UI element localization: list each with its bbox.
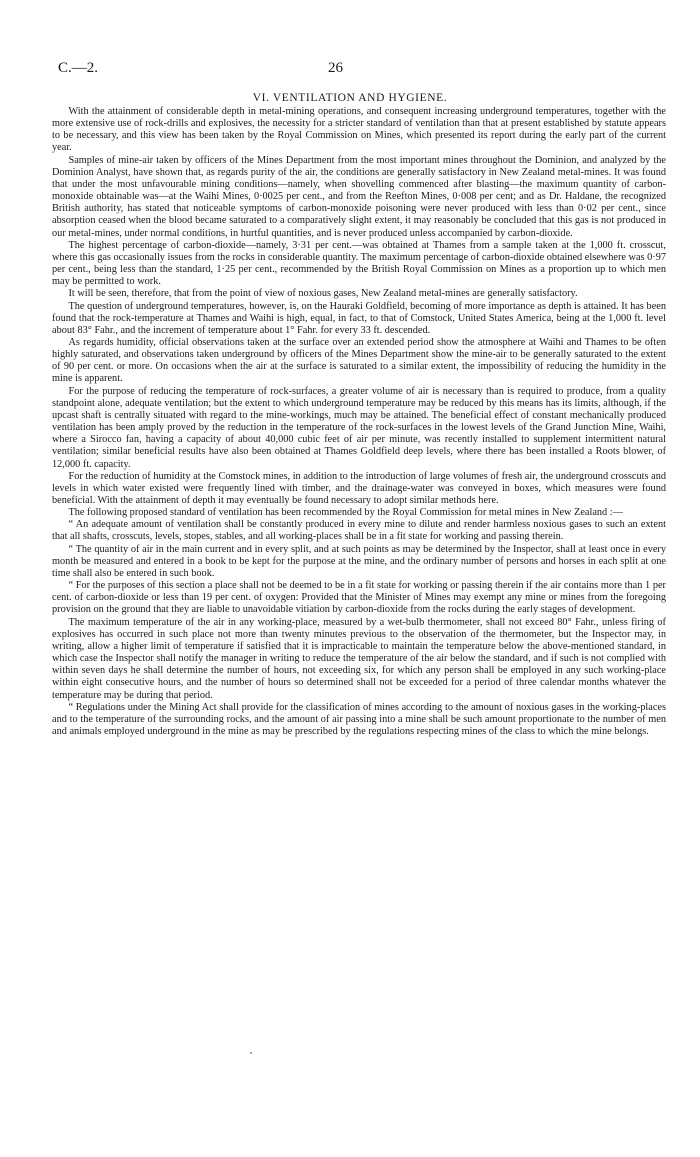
- page-header: [58, 60, 666, 78]
- page-number: 26: [328, 60, 343, 76]
- quoted-paragraph: “ The quantity of air in the main current and in every split, and at such points as may be determined by the Inspector, shall at least once in every month be measured and entered in a book to be kept for the purpose at the mine, and the ordinary number of persons and horses in each split at one time shall also be entered in such book.: [52, 543, 666, 579]
- paragraph: The following proposed standard of ventilation has been recommended by the Royal Commission for metal mines in New Zealand :—: [68, 507, 623, 519]
- scan-speck: [250, 1052, 252, 1054]
- document-code: C.—2.: [58, 60, 99, 76]
- paragraph: The highest percentage of carbon-dioxide—namely, 3·31 per cent.—was obtained at Thames from a sample taken at the 1,000 ft. crosscut, where this gas occasionally issues from the rocks in considerable quantity. The maximum percentage of carbon-dioxide obtained elsewhere was 0·97 per cent., being less than the standard, 1·25 per cent., recommended by the British Royal Commission on Mines as a proportion up to which men may be permitted to work.: [52, 239, 666, 288]
- paragraph: With the attainment of considerable depth in metal-mining operations, and consequent increasing underground temperatures, together with the more extensive use of rock-drills and explosives, the necessity for a stricter standard of ventilation than that at present established by statute appears to be necessary, and this view has been taken by the Royal Commission on Mines, which presented its report during the early part of the current year.: [52, 106, 666, 154]
- paragraph: As regards humidity, official observations taken at the surface over an extended period show the atmosphere at Waihi and Thames to be often highly saturated, and observations taken underground by officers of the Mines Department show the mine-air to be generally saturated to the extent of 90 per cent. or more. On occasions when the air at the surface is saturated to a similar extent, the impossibility of reducing the humidity in the mine is apparent.: [52, 336, 666, 385]
- paragraph: It will be seen, therefore, that from the point of view of noxious gases, New Zealand metal-mines are generally satisfactory.: [68, 288, 578, 300]
- paragraph: The question of underground temperatures, however, is, on the Hauraki Goldfield, becoming of more importance as depth is attained. It has been found that the rock-temperature at Thames and Waihi is high, equal, in fact, to that of Comstock, United States America, being at the 1,000 ft. level about 83° Fahr., and the increment of temperature about 1° Fahr. for every 33 ft. descended.: [52, 300, 666, 336]
- paragraph: Samples of mine-air taken by officers of the Mines Department from the most important mines throughout the Dominion, and analyzed by the Dominion Analyst, have shown that, as regards purity of the air, the conditions are generally satisfactory in New Zealand metal-mines. It was found that under the most unfavourable mining conditions—namely, when shovelling commenced after blasting—the maximum quantity of carbon-monoxide obtainable was—at the Waihi Mines, 0·0025 per cent., and from the Reefton Mines, 0·008 per cent; and as Dr. Haldane, the recognized British authority, has stated that noticeable symptoms of carbon-monoxide poisoning were never produced with less than 0·02 per cent., since absorption ceased when the blood became saturated to a comparatively slight extent, it may reasonably be concluded that this gas is not produced in our metal-mines, under normal conditions, in hurtful quantities, and is never produced unless accompanied by carbon-dioxide.: [52, 154, 666, 239]
- quoted-paragraph: “ For the purposes of this section a place shall not be deemed to be in a fit state for working or passing therein if the air contains more than 1 per cent. of carbon-dioxide or less than 19 per cent. of oxygen: Provided that the Minister of Mines may exempt any mine or mines from the foregoing provision on the ground that they are liable to unavoidable vitiation by carbon-dioxide from the rocks during the early stages of development.: [52, 580, 666, 616]
- paragraph: For the reduction of humidity at the Comstock mines, in addition to the introduction of large volumes of fresh air, the underground crosscuts and levels in which water existed were frequently lined with timber, and the drainage-water was conveyed in boxes, which measures were found beneficial. With the attainment of depth it may eventually be found necessary to adopt similar methods here.: [52, 470, 666, 506]
- paragraph: For the purpose of reducing the temperature of rock-surfaces, a greater volume of air is necessary than is required to produce, from a quality standpoint alone, adequate ventilation; but the extent to which underground temperature may be reduced by this means has its limits, although, if the upcast shaft is centrally situated with regard to the mine-workings, much may be attained. The beneficial effect of constant mechanically produced ventilation has been amply proved by the reduction in the temperature of the rock-surfaces in the lowest levels of the Grand Junction Mine, Waihi, where a Sirocco fan, having a capacity of about 40,000 cubic feet of air per minute, was recently installed to supplement intermittent natural ventilation; similar beneficial results have also been obtained at Thames Goldfield deep levels, where there has been installed a Roots blower, of 12,000 ft. capacity.: [52, 385, 666, 470]
- body-text: [52, 106, 666, 738]
- paragraph: The maximum temperature of the air in any working-place, measured by a wet-bulb thermometer, shall not exceed 80° Fahr., unless firing of explosives has occurred in such place not more than twenty minutes previous to the observation of the thermometer, but the Inspector may, in writing, allow a higher limit of temperature if satisfied that it is impracticable to maintain the temperature below the above-mentioned standard, in which case the Inspector shall notify the manager in writing to reduce the temperature of the air below the standard, and if such is not complied with within seven days he shall determine the number of hours, not exceeding six, for which any person shall be employed in any such working-place within eight consecutive hours, and the number of hours so determined shall not be exceeded for a period of three calendar months whatever the temperature may be during that period.: [52, 616, 666, 701]
- section-heading: VI. VENTILATION AND HYGIENE.: [252, 92, 448, 104]
- quoted-paragraph: “ Regulations under the Mining Act shall provide for the classification of mines according to the amount of noxious gases in the working-places and to the temperature of the surrounding rocks, and the amount of air passing into a mine shall be such amount proportionate to the number of men and animals employed underground in the mine as may be prescribed by the regulations respecting mines of the class to which the mine belongs.: [52, 701, 666, 737]
- quoted-paragraph: “ An adequate amount of ventilation shall be constantly produced in every mine to dilute and render harmless noxious gases to such an extent that all shafts, crosscuts, levels, stopes, stables, and all working-places shall be in a fit state for working and passing therein.: [52, 519, 666, 543]
